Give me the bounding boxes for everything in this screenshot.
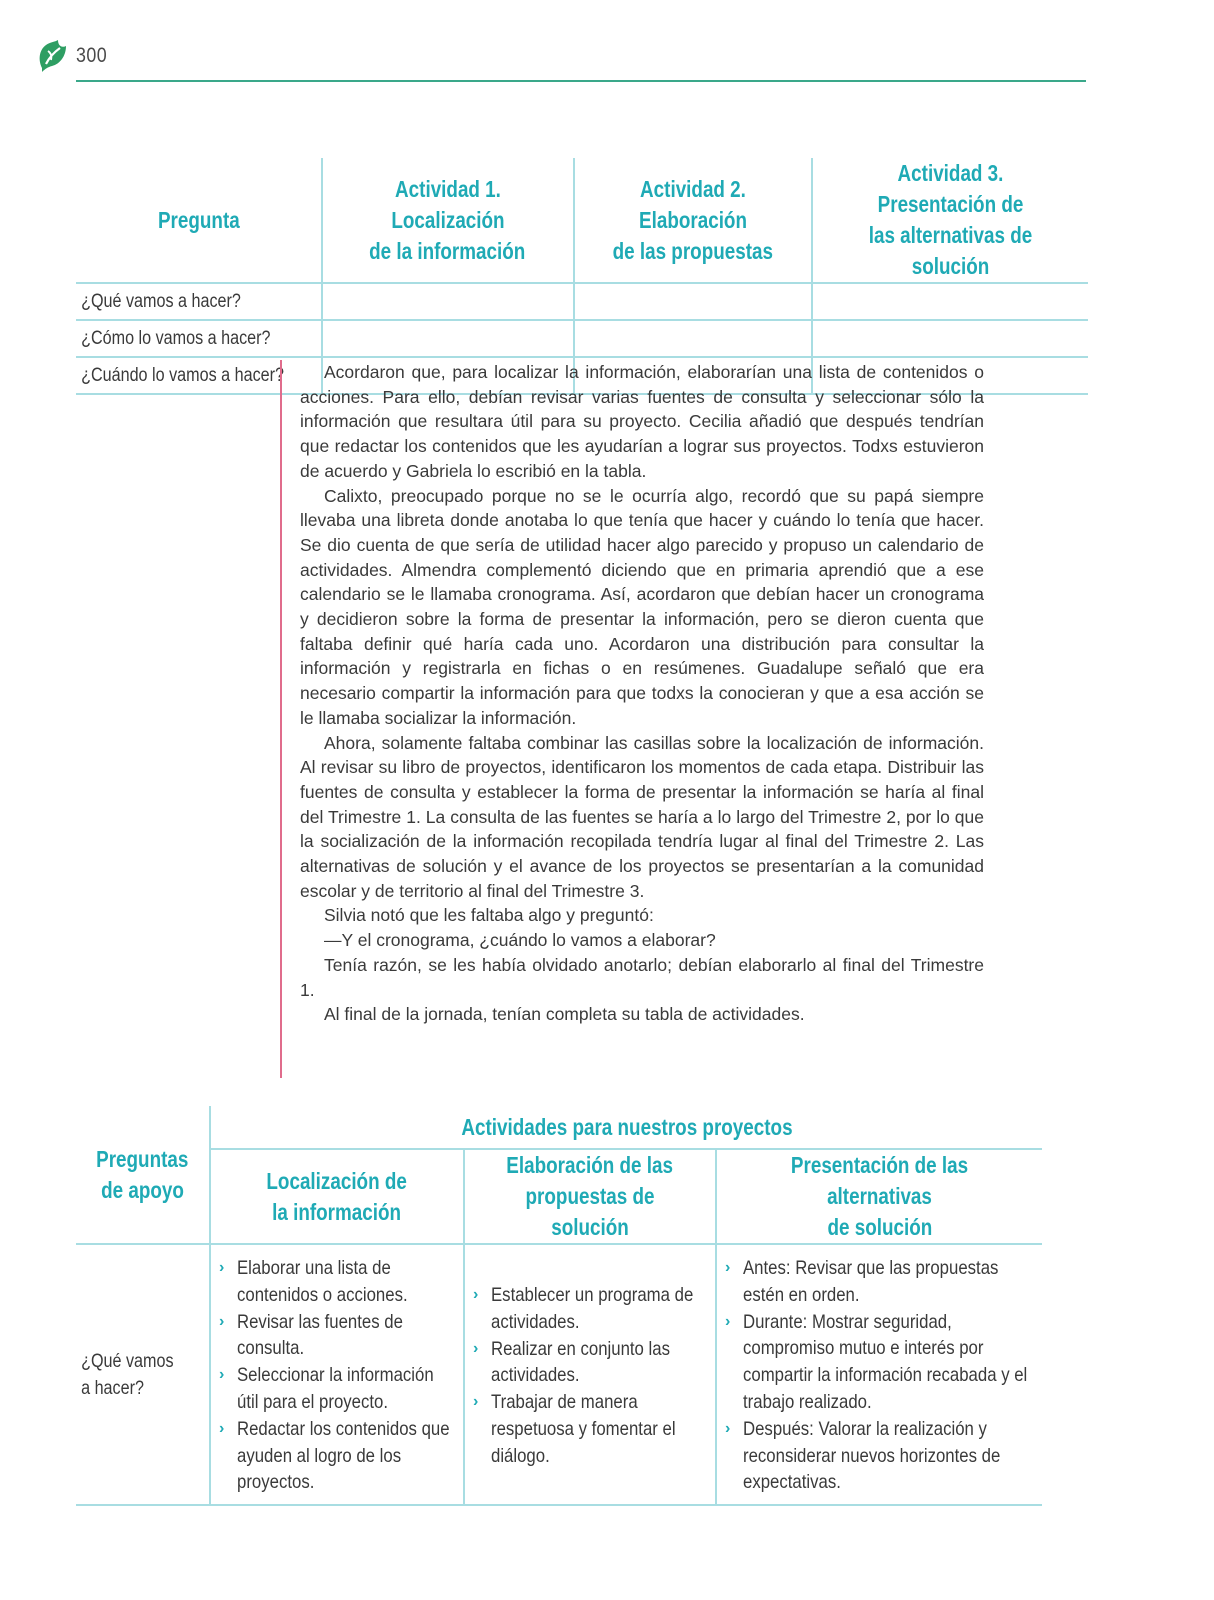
list-item: › Revisar las fuentes de consulta. [219, 1310, 403, 1360]
narrative-paragraph: Ahora, solamente faltaba combinar las casillas sobre la localización de información. Al revisar su libro de proyectos, identificaron los momentos de cada etapa. Distribuir las fuentes de consulta y establecer la forma de presentar la información se haría al final del Trimestre 1. La consulta de las fuentes se haría a lo largo del Trimestre 2, por lo que la socialización de la información recopilada tendría lugar al final del Trimestre 2. Las alternativas de solución y el avance de los proyectos se presentarían a la comunidad escolar y de territorio al final del Trimestre 3. [300, 732, 984, 901]
narrative-paragraph: Silvia notó que les faltaba algo y preguntó: [324, 905, 654, 926]
table1-empty-cell [322, 283, 574, 320]
column-header-localization: Localización de la información [210, 1149, 464, 1244]
table1-empty-cell [322, 320, 574, 357]
table-row [76, 1244, 1042, 1505]
chevron-right-icon: › [473, 1393, 479, 1411]
presentation-cell [716, 1244, 1042, 1505]
table1-header-activity-2: Actividad 2. Elaboración de las propuestas [574, 158, 812, 283]
chevron-right-icon: › [473, 1286, 479, 1303]
list-item: › Elaborar una lista de contenidos o acciones. [219, 1257, 408, 1306]
table1-empty-cell [812, 283, 1088, 320]
column-header-elaboration: Elaboración de las propuestas de solución [464, 1149, 716, 1244]
narrative-text-block [280, 360, 984, 1078]
activities-super-header: Actividades para nuestros proyectos [210, 1106, 1042, 1149]
table-row [76, 283, 1088, 320]
list-item: › Después: Valorar la realización y reconsiderar nuevos horizontes de expectativas. [725, 1417, 1001, 1494]
project-activities-table [76, 1106, 1042, 1506]
column-header-presentation: Presentación de las alternativas de solución [716, 1149, 1042, 1244]
narrative-paragraph: Calixto, preocupado porque no se le ocurría algo, recordó que su papá siempre llevaba una libreta donde anotaba lo que tenía que hacer y cuándo lo tenía que hacer. Se dio cuenta de que sería de utilidad hacer algo parecido y propuso un calendario de actividades. Almendra complementó diciendo que en primaria aprendió que a ese calendario se le llamaba cronograma. Así, acordaron que debían hacer un cronograma y decidieron sobre la forma de presentar la información, pero se dieron cuenta que faltaba definir qué haría cada uno. Acordaron una distribución para consultar la información y registrarla en fichas o en resúmenes. Guadalupe señaló que era necesario compartir la información para que todxs la conocieran y que a esa acción se le llamaba socializar la información. [300, 485, 984, 728]
localization-cell [210, 1244, 464, 1505]
table1-empty-cell [574, 283, 812, 320]
support-questions-header: Preguntas de apoyo [76, 1106, 210, 1244]
leaf-book-logo-icon [36, 38, 68, 74]
header-divider [76, 80, 1086, 82]
row-question: ¿Qué vamos a hacer? [76, 1244, 210, 1505]
list-item: › Establecer un programa de actividades. [473, 1284, 694, 1333]
table-row [76, 320, 1088, 357]
page-number: 300 [76, 44, 108, 67]
list-item: › Redactar los contenidos que ayuden al logro de los proyectos. [219, 1417, 450, 1494]
narrative-paragraph: Acordaron que, para localizar la información, elaborarían una lista de contenidos o acciones. Para ello, debían revisar varias fuentes de consulta y seleccionar sólo la información que resultara útil para su proyecto. Cecilia añadió que después tendrían que redactar los contenidos que les ayudarían a lograr sus proyectos. Todxs estuvieron de acuerdo y Gabriela lo escribió en la tabla. [300, 362, 984, 481]
table1-header-question: Pregunta [76, 158, 322, 283]
chevron-right-icon: › [219, 1366, 225, 1384]
table1-row-question: ¿Cuándo lo vamos a hacer? [76, 357, 322, 394]
table1-header-activity-3: Actividad 3. Presentación de las alternativas de solución [812, 158, 1088, 283]
chevron-right-icon: › [219, 1419, 225, 1437]
table1-row-question: ¿Qué vamos a hacer? [76, 283, 322, 320]
table1-empty-cell [574, 320, 812, 357]
chevron-right-icon: › [725, 1259, 731, 1276]
narrative-paragraph: —Y el cronograma, ¿cuándo lo vamos a elaborar? [324, 930, 716, 951]
narrative-paragraph: Al final de la jornada, tenían completa su tabla de actividades. [324, 1004, 805, 1025]
table1-header-activity-1: Actividad 1. Localización de la información [322, 158, 574, 283]
narrative-paragraph: Tenía razón, se les había olvidado anotarlo; debían elaborarlo al final del Trimestre 1. [300, 954, 984, 1000]
table1-row-question: ¿Cómo lo vamos a hacer? [76, 320, 322, 357]
list-item: › Seleccionar la información útil para el proyecto. [219, 1364, 434, 1413]
chevron-right-icon: › [725, 1419, 731, 1437]
list-item: › Antes: Revisar que las propuestas estén en orden. [725, 1257, 999, 1306]
table1-empty-cell [812, 320, 1088, 357]
list-item: › Realizar en conjunto las actividades. [473, 1337, 670, 1387]
list-item: › Durante: Mostrar seguridad, compromiso mutuo e interés por compartir la información recabada y el trabajo realizado. [725, 1310, 1028, 1413]
chevron-right-icon: › [219, 1259, 225, 1276]
list-item: › Trabajar de manera respetuosa y fomentar el diálogo. [473, 1391, 676, 1467]
elaboration-cell [464, 1244, 716, 1505]
chevron-right-icon: › [725, 1312, 731, 1330]
chevron-right-icon: › [473, 1339, 479, 1357]
page-header [36, 36, 1086, 84]
chevron-right-icon: › [219, 1312, 225, 1330]
